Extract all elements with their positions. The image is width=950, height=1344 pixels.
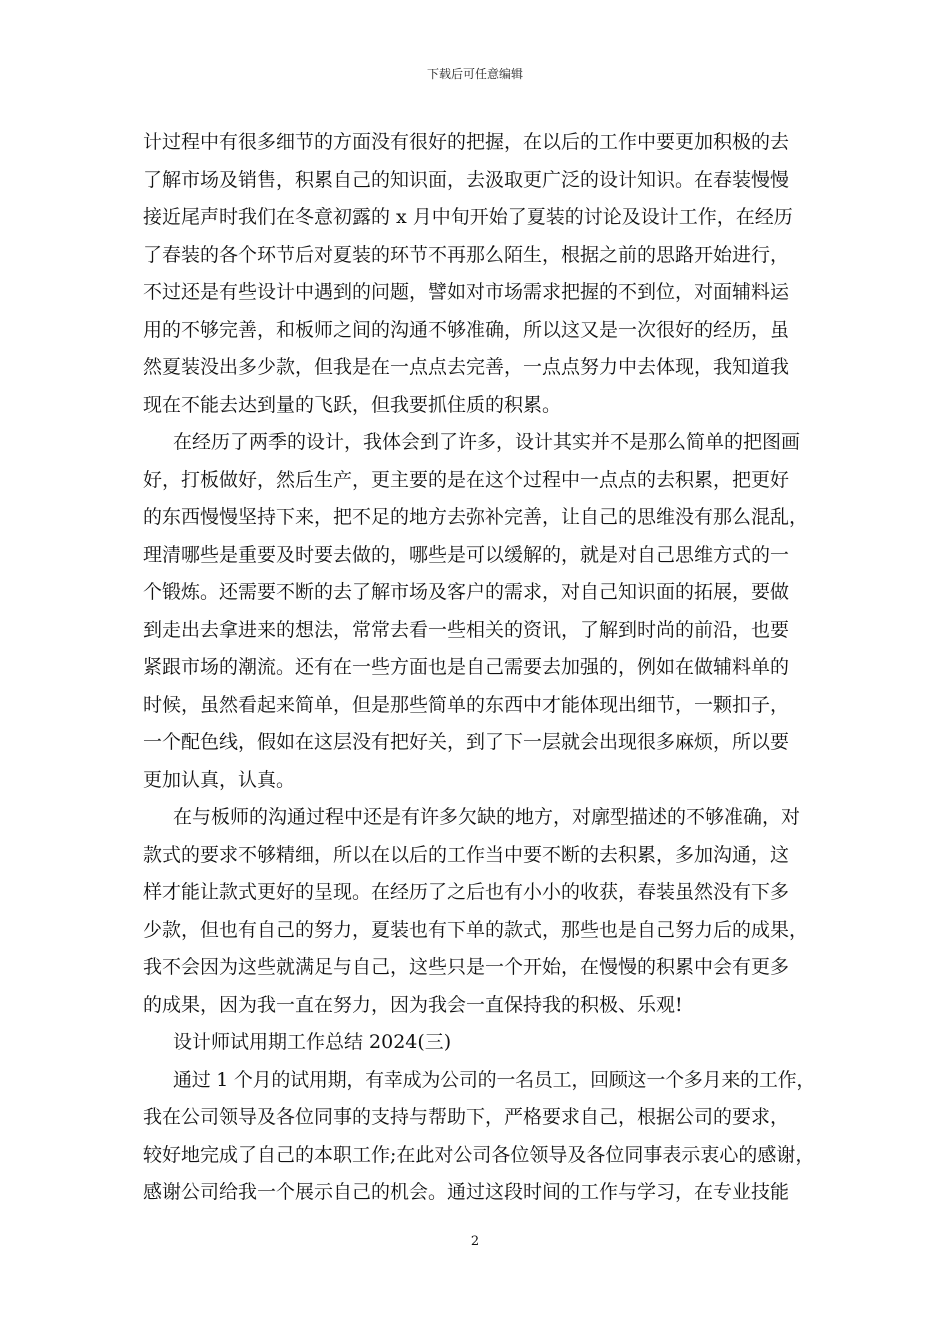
document-body <box>143 124 815 1212</box>
page-header: 下载后可任意编辑 <box>426 67 523 81</box>
text-line: 少款，但也有自己的努力，夏装也有下单的款式，那些也是自己努力后的成果， <box>143 918 809 941</box>
text-line: 设计师试用期工作总结 2024(三) <box>173 1031 452 1053</box>
text-line: 现在不能去达到量的飞跃，但我要抓住质的积累。 <box>143 393 562 416</box>
text-line: 了解市场及销售，积累自己的知识面，去汲取更广泛的设计知识。在春装慢慢 <box>143 168 790 191</box>
text-line: 用的不够完善，和板师之间的沟通不够准确，所以这又是一次很好的经历，虽 <box>143 318 790 341</box>
page-number: 2 <box>470 1234 480 1249</box>
text-line: 一个配色线，假如在这层没有把好关，到了下一层就会出现很多麻烦，所以要 <box>143 731 790 753</box>
text-line: 通过 1 个月的试用期，有幸成为公司的一名员工，回顾这一个多月来的工作， <box>173 1068 815 1091</box>
text-line: 理清哪些是重要及时要去做的，哪些是可以缓解的，就是对自己思维方式的一 <box>143 543 790 566</box>
text-line: 计过程中有很多细节的方面没有很好的把握，在以后的工作中要更加积极的去 <box>143 131 790 153</box>
text-line: 我不会因为这些就满足与自己，这些只是一个开始，在慢慢的积累中会有更多 <box>143 956 790 978</box>
text-line: 到走出去拿进来的想法，常常去看一些相关的资讯，了解到时尚的前沿，也要 <box>143 618 790 641</box>
text-line: 不过还是有些设计中遇到的问题，譬如对市场需求把握的不到位，对面辅料运 <box>143 281 790 303</box>
text-line: 感谢公司给我一个展示自己的机会。通过这段时间的工作与学习，在专业技能 <box>143 1181 790 1203</box>
text-line: 了春装的各个环节后对夏装的环节不再那么陌生，根据之前的思路开始进行， <box>143 243 790 266</box>
text-line: 更加认真，认真。 <box>143 768 296 791</box>
text-line: 好，打板做好，然后生产，更主要的是在这个过程中一点点的去积累，把更好 <box>143 468 790 491</box>
text-line: 款式的要求不够精细，所以在以后的工作当中要不断的去积累，多加沟通，这 <box>143 843 790 866</box>
text-line: 在与板师的沟通过程中还是有许多欠缺的地方，对廓型描述的不够准确，对 <box>173 806 801 828</box>
text-line: 我在公司领导及各位同事的支持与帮助下，严格要求自己，根据公司的要求， <box>143 1106 790 1128</box>
text-line: 个锻炼。还需要不断的去了解市场及客户的需求，对自己知识面的拓展，要做 <box>143 581 790 603</box>
text-line: 紧跟市场的潮流。还有在一些方面也是自己需要去加强的，例如在做辅料单的 <box>143 656 790 678</box>
text-line: 的东西慢慢坚持下来，把不足的地方去弥补完善，让自己的思维没有那么混乱， <box>143 506 809 528</box>
text-line: 接近尾声时我们在冬意初露的 x 月中旬开始了夏装的讨论及设计工作，在经历 <box>143 206 793 228</box>
text-line: 然夏装没出多少款，但我是在一点点去完善，一点点努力中去体现，我知道我 <box>143 356 790 378</box>
text-line: 时候，虽然看起来简单，但是那些简单的东西中才能体现出细节，一颗扣子， <box>143 693 790 716</box>
text-line: 样才能让款式更好的呈现。在经历了之后也有小小的收获，春装虽然没有下多 <box>143 881 790 903</box>
text-line: 在经历了两季的设计，我体会到了许多，设计其实并不是那么简单的把图画 <box>173 431 801 453</box>
text-line: 较好地完成了自己的本职工作;在此对公司各位领导及各位同事表示衷心的感谢， <box>143 1143 815 1166</box>
text-line: 的成果，因为我一直在努力，因为我会一直保持我的积极、乐观! <box>143 993 683 1016</box>
